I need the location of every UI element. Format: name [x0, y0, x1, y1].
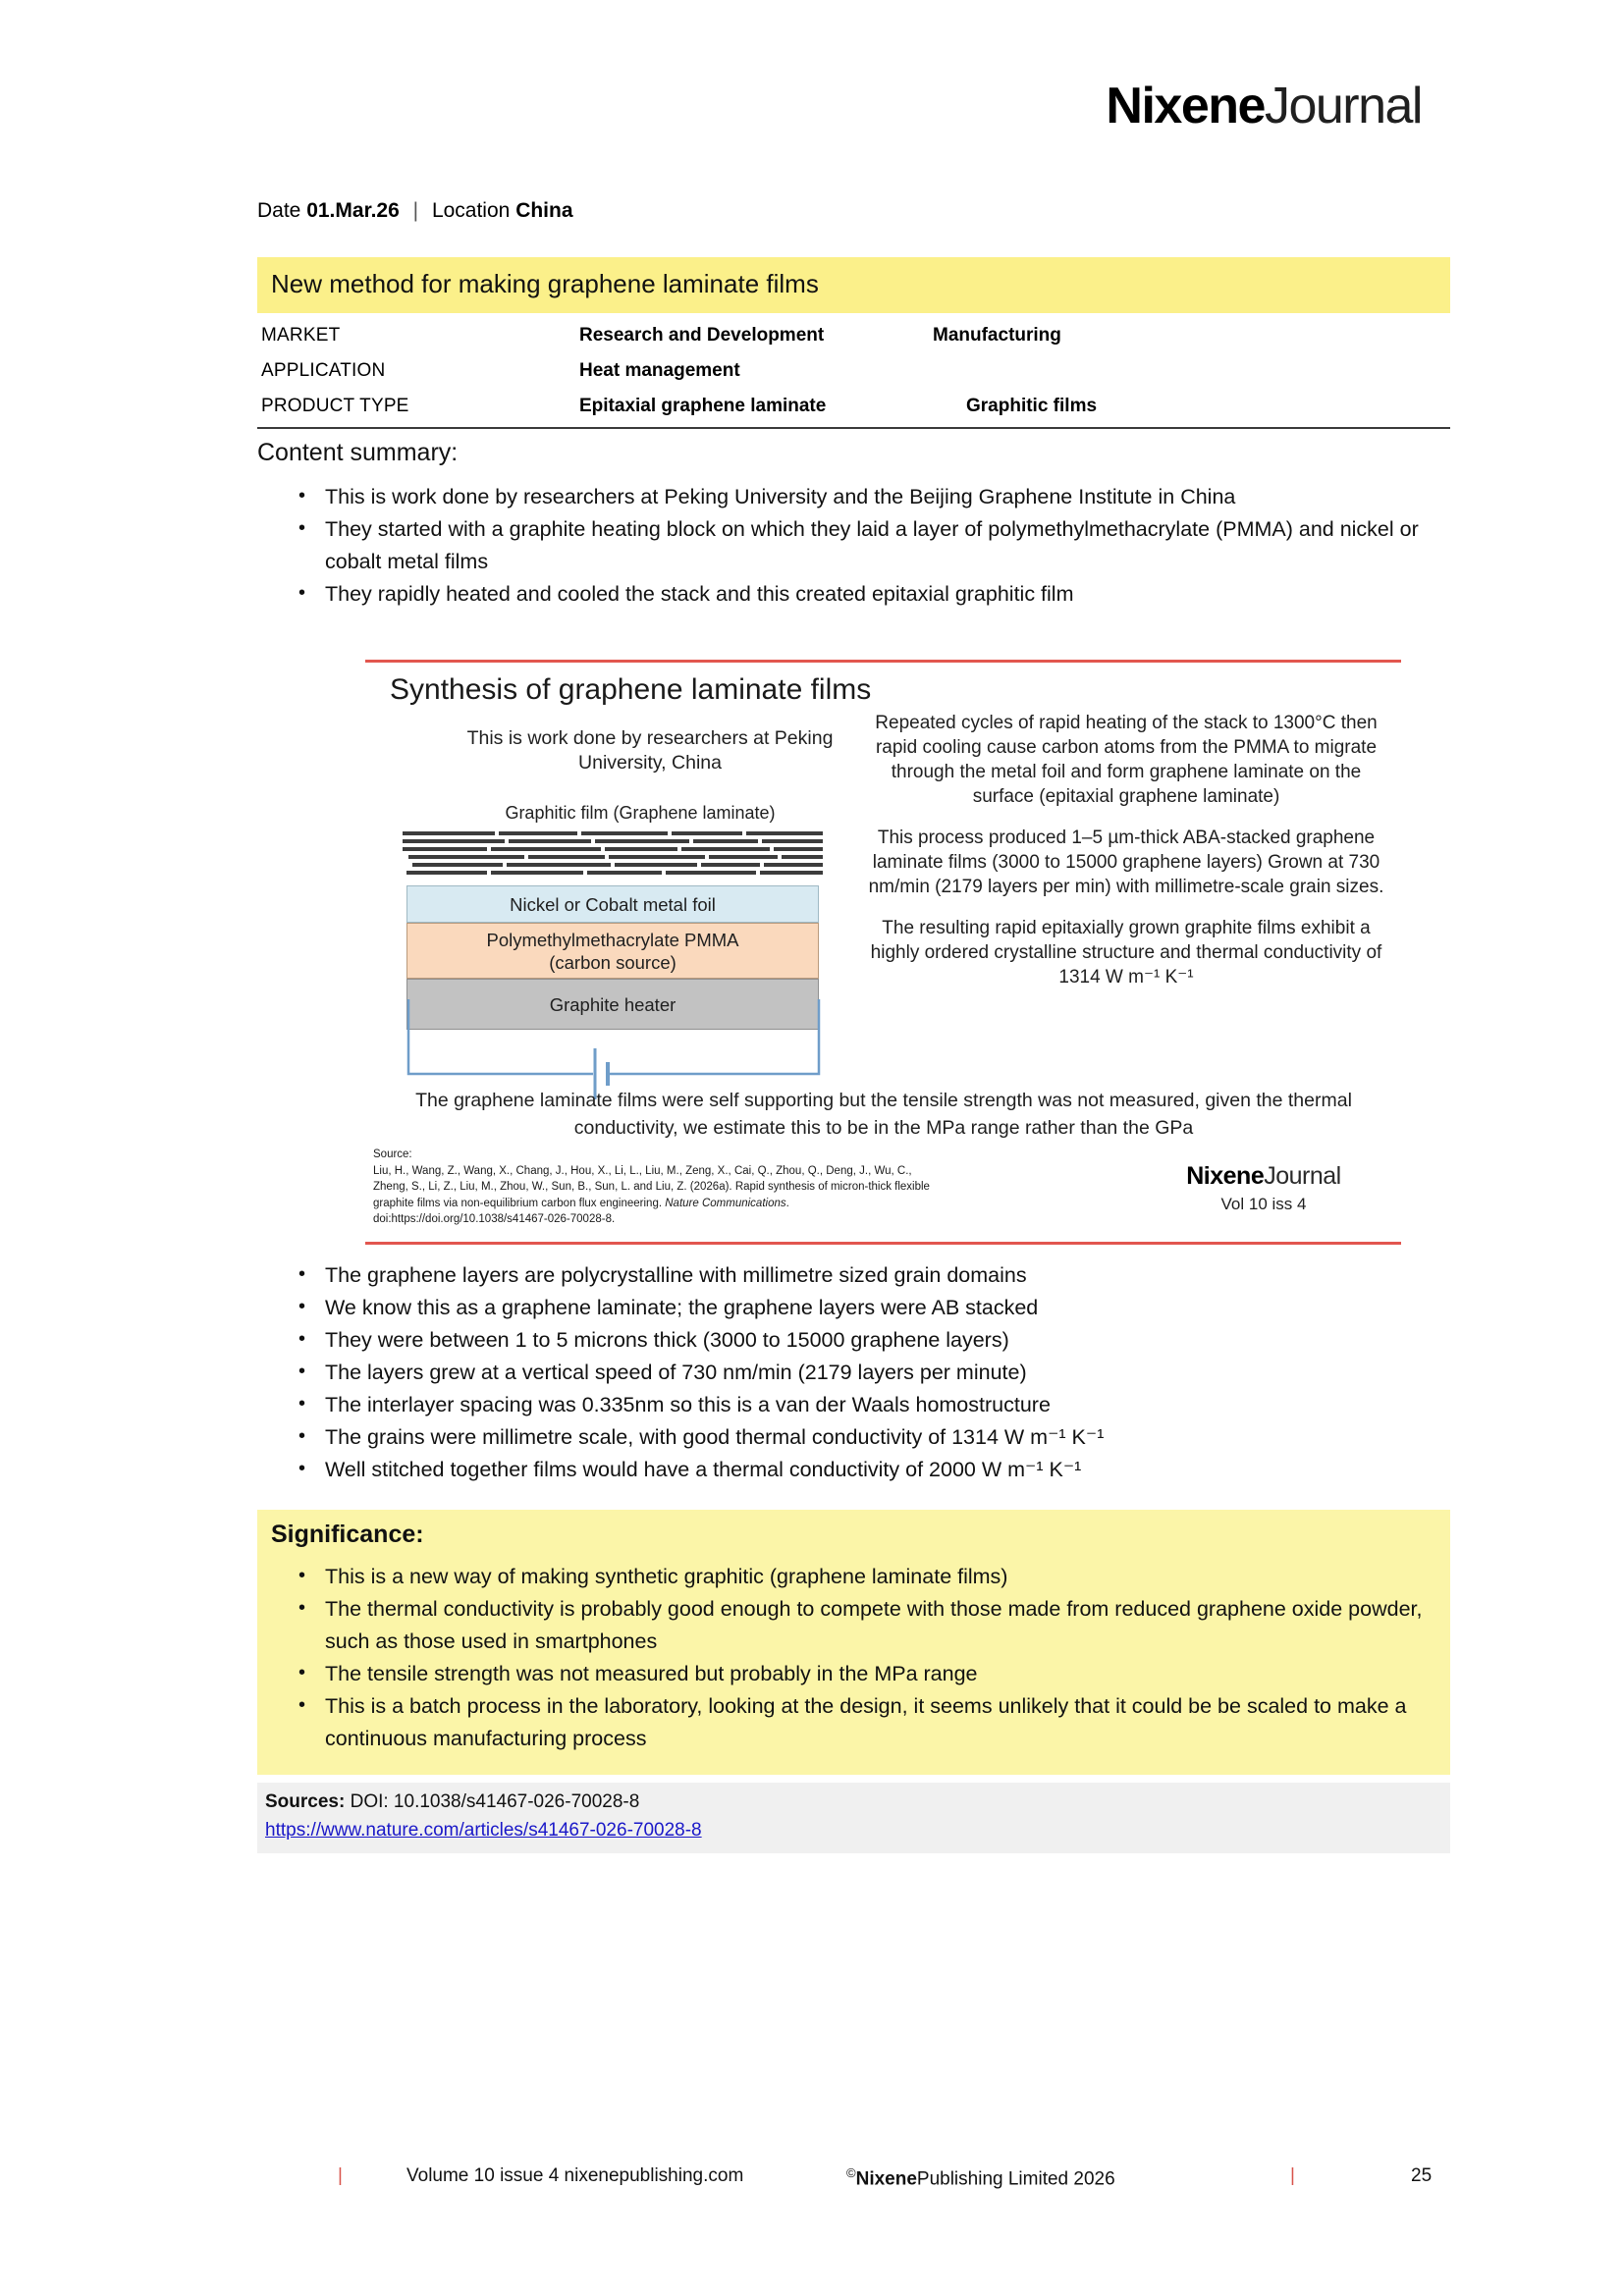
figure-source-line-3 [373, 1196, 1001, 1212]
figure-right-paragraph-3: The resulting rapid epitaxially grown graphite films exhibit a highly ordered crystalline structure and thermal conductivity of 1314 W m⁻¹ K⁻¹ [870, 918, 1382, 988]
figure-top-rule [365, 660, 1401, 663]
sources-label: Sources: [265, 1791, 346, 1812]
meta-label-application: APPLICATION [261, 360, 386, 381]
figure-right-column [861, 711, 1391, 1006]
footer-pipe-right: | [1290, 2165, 1295, 2186]
laminate-row [403, 830, 823, 838]
figure-left-caption: This is work done by researchers at Peking University, China [466, 727, 834, 774]
list-item: • They started with a graphite heating block on which they laid a layer of polymethylmethacrylate (PMMA) and nickel or cobalt metal films [271, 513, 1449, 578]
laminate-row [403, 854, 823, 862]
meta-row-market [257, 321, 1450, 356]
list-item: • The tensile strength was not measured but probably in the MPa range [271, 1658, 1434, 1690]
layer-nickel-cobalt-foil [406, 885, 819, 923]
sources-doi-line [265, 1791, 639, 1813]
sources-doi-value: DOI: 10.1038/s41467-026-70028-8 [350, 1791, 640, 1812]
figure-right-paragraph-1: Repeated cycles of rapid heating of the stack to 1300°C then rapid cooling cause carbon atoms from the PMMA to migrate through the metal foil and form graphene laminate on the surface (epitaxial graphene laminate) [875, 713, 1378, 807]
content-summary-heading: Content summary: [257, 439, 459, 466]
significance-list [271, 1561, 1434, 1755]
figure-source-doi: doi:https://doi.org/10.1038/s41467-026-70028-8. [373, 1213, 616, 1225]
list-item: • This is a new way of making synthetic graphitic (graphene laminate films) [271, 1561, 1434, 1593]
masthead-light: Journal [1264, 78, 1422, 134]
figure-logo-light: Journal [1264, 1162, 1341, 1190]
location-label: Location [431, 199, 511, 222]
figure-right-paragraph-2: This process produced 1–5 µm-thick ABA-stacked graphene laminate films (3000 to 15000 graphene layers) Grown at 730 nm/min (2179 layers per min) with millimetre-scale grain sizes. [868, 828, 1384, 897]
footer-copyright-symbol: © [846, 2165, 856, 2180]
list-item: • This is work done by researchers at Peking University and the Beijing Graphene Institute in China [271, 481, 1449, 513]
layer-graphite-label: Graphite heater [549, 993, 676, 1015]
figure-bottom-rule [365, 1242, 1401, 1245]
list-item: • The layers grew at a vertical speed of 730 nm/min (2179 layers per minute) [271, 1357, 1449, 1389]
figure-source-citation [373, 1147, 1001, 1228]
figure-stack-label: Graphitic film (Graphene laminate) [505, 803, 776, 823]
meta-value-product-type-1: Epitaxial graphene laminate [579, 396, 827, 416]
page-title: New method for making graphene laminate films [271, 269, 819, 298]
meta-row-application [257, 356, 1450, 392]
figure-logo-bold: Nixene [1186, 1162, 1265, 1190]
laminate-row [403, 846, 823, 854]
footer-copyright [846, 2165, 1115, 2190]
layer-pmma-label-line1: Polymethylmethacrylate PMMA [486, 929, 739, 950]
figure-source-heading: Source: [373, 1148, 412, 1160]
graphene-laminate-layers-graphic [403, 830, 823, 883]
figure-logo-text [1146, 1162, 1381, 1191]
meta-value-product-type-2: Graphitic films [966, 396, 1098, 416]
meta-label-product-type: PRODUCT TYPE [261, 396, 409, 416]
laminate-row [403, 862, 823, 870]
figure-source-line-1: Liu, H., Wang, Z., Wang, X., Chang, J., Hou, X., Li, L., Liu, M., Zeng, X., Cai, Q., Zhou, Q., Deng, J., Wu, C., [373, 1164, 912, 1177]
date-label: Date [257, 199, 301, 222]
list-item: • They were between 1 to 5 microns thick (3000 to 15000 graphene layers) [271, 1324, 1449, 1357]
heater-circuit-graphic [365, 993, 856, 1101]
journal-masthead [1106, 77, 1422, 135]
laminate-row [403, 838, 823, 846]
list-item: • The thermal conductivity is probably good enough to compete with those made from reduced graphene oxide powder, such as those used in smartphones [271, 1593, 1434, 1658]
article-title-band [257, 257, 1450, 313]
figure-source-line-2: Zheng, S., Li, Z., Liu, M., Zhou, W., Sun, B., Sun, L. and Liu, Z. (2026a). Rapid synthesis of micron-thick flexible [373, 1181, 930, 1193]
laminate-row [403, 870, 823, 878]
list-item: • Well stitched together films would have a thermal conductivity of 2000 W m⁻¹ K⁻¹ [271, 1454, 1449, 1486]
figure-bottom-note: The graphene laminate films were self supporting but the tensile strength was not measured, given the thermal conductivity, we estimate this to be in the MPa range rather than the GPa [415, 1090, 1352, 1139]
masthead-bold: Nixene [1106, 78, 1265, 134]
layer-pmma-label-line2: (carbon source) [549, 951, 676, 973]
sources-block [257, 1783, 1450, 1853]
footer-copyright-rest: Publishing Limited 2026 [916, 2168, 1115, 2190]
list-item: • We know this as a graphene laminate; the graphene layers were AB stacked [271, 1292, 1449, 1324]
meta-value-market-1: Research and Development [579, 325, 825, 346]
layer-nickel-label: Nickel or Cobalt metal foil [510, 893, 716, 915]
figure-source-line-3-end: . [785, 1197, 789, 1209]
figure-volume-issue: Vol 10 iss 4 [1220, 1195, 1307, 1213]
findings-list [271, 1259, 1449, 1486]
date-value: 01.Mar.26 [306, 199, 400, 222]
location-value: China [515, 199, 573, 222]
meta-label-market: MARKET [261, 325, 341, 346]
synthesis-figure [365, 660, 1401, 1245]
list-item: • The grains were millimetre scale, with good thermal conductivity of 1314 W m⁻¹ K⁻¹ [271, 1421, 1449, 1454]
list-item: • This is a batch process in the laboratory, looking at the design, it seems unlikely that it could be be scaled to make a continuous manufacturing process [271, 1690, 1434, 1755]
sources-url-link[interactable]: https://www.nature.com/articles/s41467-026-70028-8 [265, 1820, 702, 1841]
significance-band [257, 1510, 1450, 1775]
figure-title: Synthesis of graphene laminate films [390, 673, 872, 706]
dateline-separator: | [412, 199, 419, 222]
meta-value-application-1: Heat management [579, 360, 740, 381]
figure-source-journal-name: Nature Communications [665, 1197, 786, 1209]
meta-value-market-2: Manufacturing [933, 325, 1061, 346]
article-meta-table [257, 321, 1450, 427]
layer-pmma-label [486, 929, 738, 974]
significance-heading: Significance: [271, 1521, 424, 1548]
meta-row-product-type [257, 392, 1450, 427]
footer-copyright-brand: Nixene [855, 2168, 917, 2190]
page-footer [257, 2165, 1450, 2205]
footer-volume-text: Volume 10 issue 4 nixenepublishing.com [406, 2165, 744, 2186]
dateline [257, 199, 573, 223]
footer-pipe-left: | [338, 2165, 343, 2186]
figure-source-line-3-text: graphite films via non-equilibrium carbon flux engineering. [373, 1197, 666, 1209]
layer-pmma [406, 923, 819, 979]
figure-journal-logo [1146, 1162, 1381, 1214]
content-summary-list [271, 481, 1449, 611]
list-item: • The interlayer spacing was 0.335nm so this is a van der Waals homostructure [271, 1389, 1449, 1421]
meta-table-bottom-rule [257, 427, 1450, 429]
list-item: • The graphene layers are polycrystalline with millimetre sized grain domains [271, 1259, 1449, 1292]
list-item: • They rapidly heated and cooled the stack and this created epitaxial graphitic film [271, 578, 1449, 611]
footer-page-number: 25 [1411, 2165, 1433, 2186]
